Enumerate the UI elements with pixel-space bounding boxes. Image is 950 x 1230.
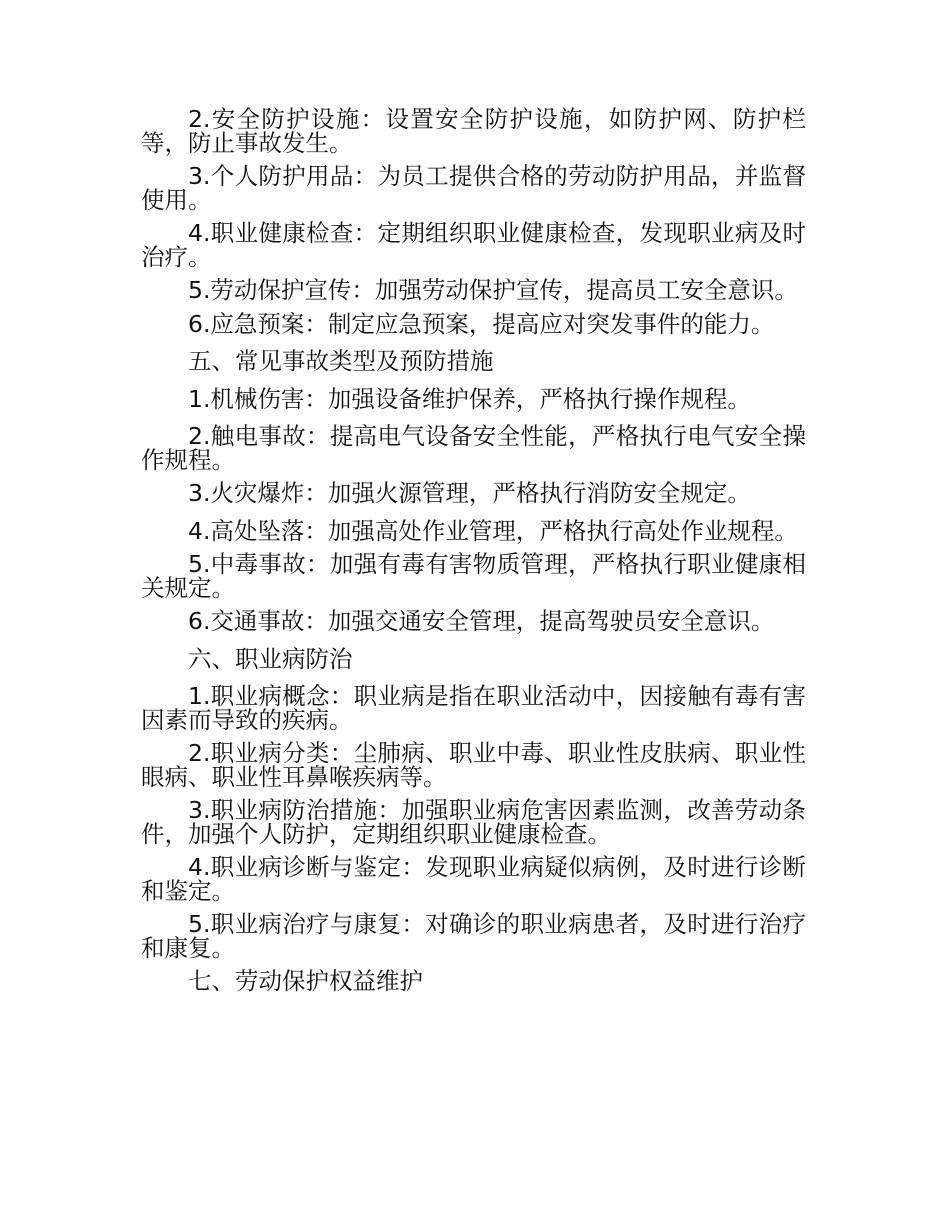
paragraph-health-check: 4.职业健康检查：定期组织职业健康检查，发现职业病及时治疗。 (141, 219, 806, 271)
paragraph-traffic-accident: 6.交通事故：加强交通安全管理，提高驾驶员安全意识。 (188, 607, 775, 635)
paragraph-electric-shock: 2.触电事故：提高电气设备安全性能，严格执行电气安全操作规程。 (141, 422, 806, 474)
section-heading-occupational-disease: 六、职业病防治 (188, 644, 353, 673)
paragraph-fire-explosion: 3.火灾爆炸：加强火源管理，严格执行消防安全规定。 (188, 479, 751, 507)
paragraph-diagnosis-identification: 4.职业病诊断与鉴定：发现职业病疑似病例，及时进行诊断和鉴定。 (141, 853, 806, 905)
paragraph-safety-facilities: 2.安全防护设施：设置安全防护设施，如防护网、防护栏等，防止事故发生。 (141, 105, 806, 157)
paragraph-disease-classification: 2.职业病分类：尘肺病、职业中毒、职业性皮肤病、职业性眼病、职业性耳鼻喉疾病等。 (141, 739, 806, 791)
paragraph-mechanical-injury: 1.机械伤害：加强设备维护保养，严格执行操作规程。 (188, 384, 751, 413)
paragraph-poisoning: 5.中毒事故：加强有毒有害物质管理，严格执行职业健康相关规定。 (141, 550, 806, 602)
section-heading-rights-protection: 七、劳动保护权益维护 (188, 967, 423, 995)
paragraph-emergency-plan: 6.应急预案：制定应急预案，提高应对突发事件的能力。 (188, 309, 775, 338)
paragraph-treatment-rehabilitation: 5.职业病治疗与康复：对确诊的职业病患者，及时进行治疗和康复。 (141, 910, 806, 962)
paragraph-fall-from-height: 4.高处坠落：加强高处作业管理，严格执行高处作业规程。 (188, 516, 798, 545)
paragraph-disease-concept: 1.职业病概念：职业病是指在职业活动中，因接触有毒有害因素而导致的疾病。 (141, 682, 806, 734)
paragraph-protection-publicity: 5.劳动保护宣传：加强劳动保护宣传，提高员工安全意识。 (188, 276, 798, 304)
paragraph-disease-prevention-measures: 3.职业病防治措施：加强职业病危害因素监测，改善劳动条件，加强个人防护，定期组织职业健康检查。 (141, 796, 806, 848)
paragraph-personal-protective-equipment: 3.个人防护用品：为员工提供合格的劳动防护用品，并监督使用。 (141, 162, 806, 214)
section-heading-accident-types: 五、常见事故类型及预防措施 (188, 347, 494, 375)
document-body (141, 105, 806, 1008)
